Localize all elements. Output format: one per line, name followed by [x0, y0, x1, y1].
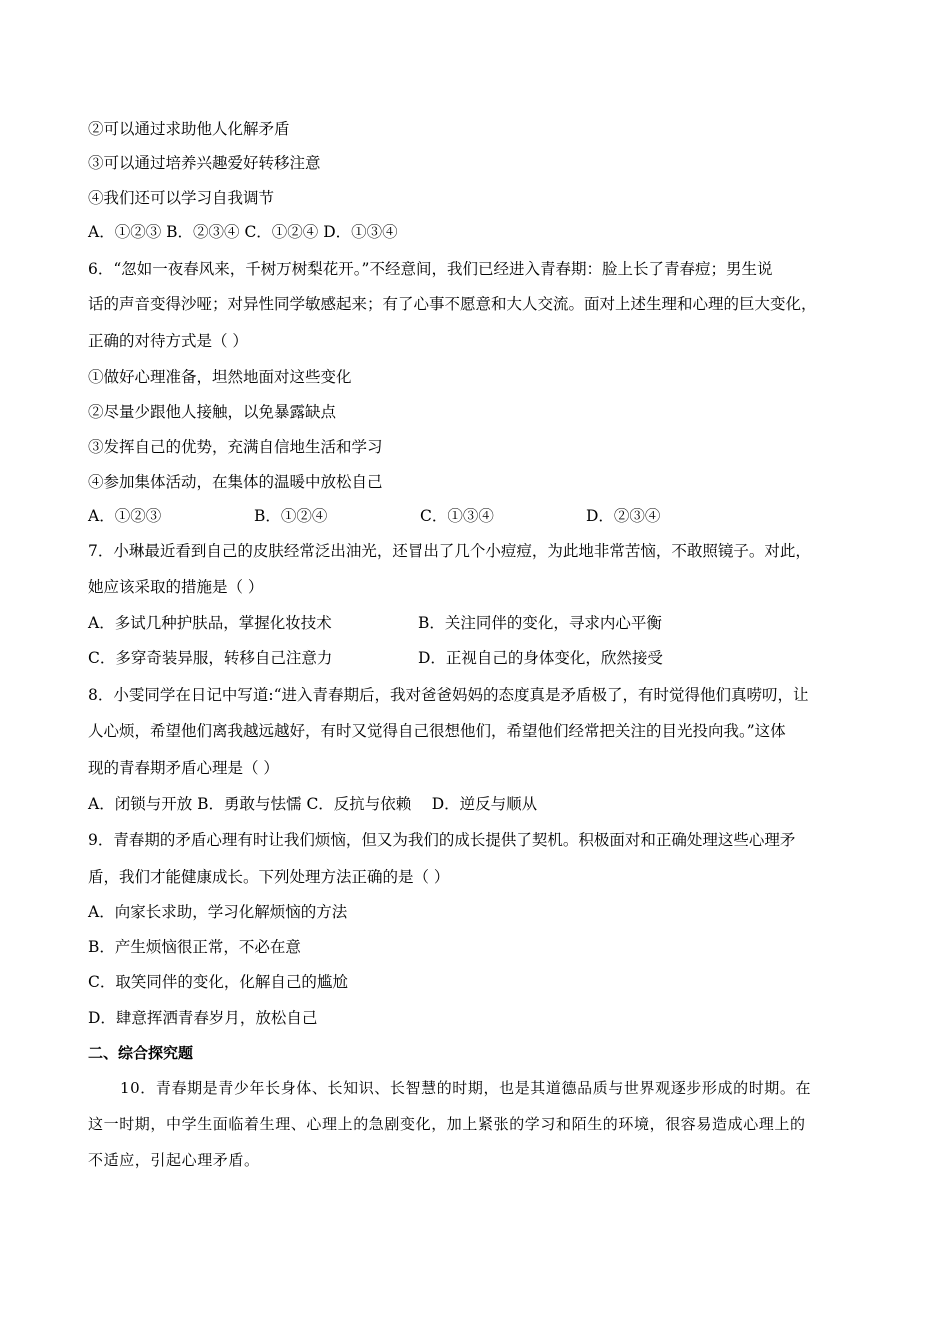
q8-options: A．闭锁与开放 B．勇敢与怯懦 C．反抗与依赖 D．逆反与顺从 — [88, 795, 538, 813]
q6-stem-line-3: 正确的对待方式是（ ） — [88, 332, 248, 350]
section-heading-comprehensive: 二、综合探究题 — [88, 1044, 194, 1062]
q7-option-c: C．多穿奇装异服，转移自己注意力 — [88, 649, 333, 667]
q6-item-4: ④参加集体活动，在集体的温暖中放松自己 — [88, 473, 383, 491]
q9-option-a: A．向家长求助，学习化解烦恼的方法 — [88, 903, 348, 921]
q9-stem-line-2: 盾，我们才能健康成长。下列处理方法正确的是（ ） — [88, 868, 450, 886]
q7-stem-line-2: 她应该采取的措施是（ ） — [88, 578, 264, 596]
q6-stem-line-2: 话的声音变得沙哑；对异性同学敏感起来；有了心事不愿意和大人交流。面对上述生理和心理的巨大变化， — [88, 295, 817, 313]
q6-options — [88, 505, 878, 527]
q7-options-row-2 — [88, 647, 878, 669]
q10-paragraph-line-2: 这一时期，中学生面临着生理、心理上的急剧变化，加上紧张的学习和陌生的环境，很容易造成心理上的 — [88, 1115, 806, 1133]
q8-stem-line-2: 人心烦，希望他们离我越远越好，有时又觉得自己很想他们，希望他们经常把关注的目光投向我。”这体 — [88, 722, 786, 740]
q5-item-3: ③可以通过培养兴趣爱好转移注意 — [88, 154, 321, 172]
q6-item-1: ①做好心理准备，坦然地面对这些变化 — [88, 368, 352, 386]
q9-option-c: C．取笑同伴的变化，化解自己的尴尬 — [88, 973, 348, 991]
q9-option-b: B．产生烦恼很正常，不必在意 — [88, 938, 301, 956]
q7-option-b: B．关注同伴的变化，寻求内心平衡 — [418, 614, 662, 632]
q10-paragraph-line-3: 不适应，引起心理矛盾。 — [88, 1151, 260, 1169]
q8-stem-line-3: 现的青春期矛盾心理是（ ） — [88, 759, 279, 777]
q10-paragraph-line-1: 10．青春期是青少年长身体、长知识、长智慧的时期，也是其道德品质与世界观逐步形成的时期。在 — [120, 1079, 812, 1097]
q6-item-3: ③发挥自己的优势，充满自信地生活和学习 — [88, 438, 383, 456]
q9-option-d: D．肆意挥洒青春岁月，放松自己 — [88, 1009, 318, 1027]
q8-stem-line-1: 8．小雯同学在日记中写道:“进入青春期后，我对爸爸妈妈的态度真是矛盾极了，有时觉得他们真唠叨，让 — [88, 686, 809, 704]
q6-stem-line-1: 6．“忽如一夜春风来，千树万树梨花开。”不经意间，我们已经进入青春期：脸上长了青春痘；男生说 — [88, 260, 773, 278]
q5-item-4: ④我们还可以学习自我调节 — [88, 189, 275, 207]
q7-stem-line-1: 7．小琳最近看到自己的皮肤经常泛出油光，还冒出了几个小痘痘，为此地非常苦恼，不敢照镜子。对此， — [88, 542, 811, 560]
q7-option-d: D．正视自己的身体变化，欣然接受 — [418, 649, 663, 667]
q5-item-2: ②可以通过求助他人化解矛盾 — [88, 120, 290, 138]
q6-item-2: ②尽量少跟他人接触，以免暴露缺点 — [88, 403, 337, 421]
q6-option-d: D．②③④ — [586, 507, 661, 525]
q7-options-row-1 — [88, 612, 878, 634]
q6-option-b: B．①②④ — [254, 507, 328, 525]
q6-option-a: A．①②③ — [88, 507, 162, 525]
q9-stem-line-1: 9．青春期的矛盾心理有时让我们烦恼，但又为我们的成长提供了契机。积极面对和正确处理这些心理矛 — [88, 831, 796, 849]
q6-option-c: C．①③④ — [420, 507, 494, 525]
q7-option-a: A．多试几种护肤品，掌握化妆技术 — [88, 614, 332, 632]
q5-options: A．①②③ B．②③④ C．①②④ D．①③④ — [88, 223, 398, 241]
